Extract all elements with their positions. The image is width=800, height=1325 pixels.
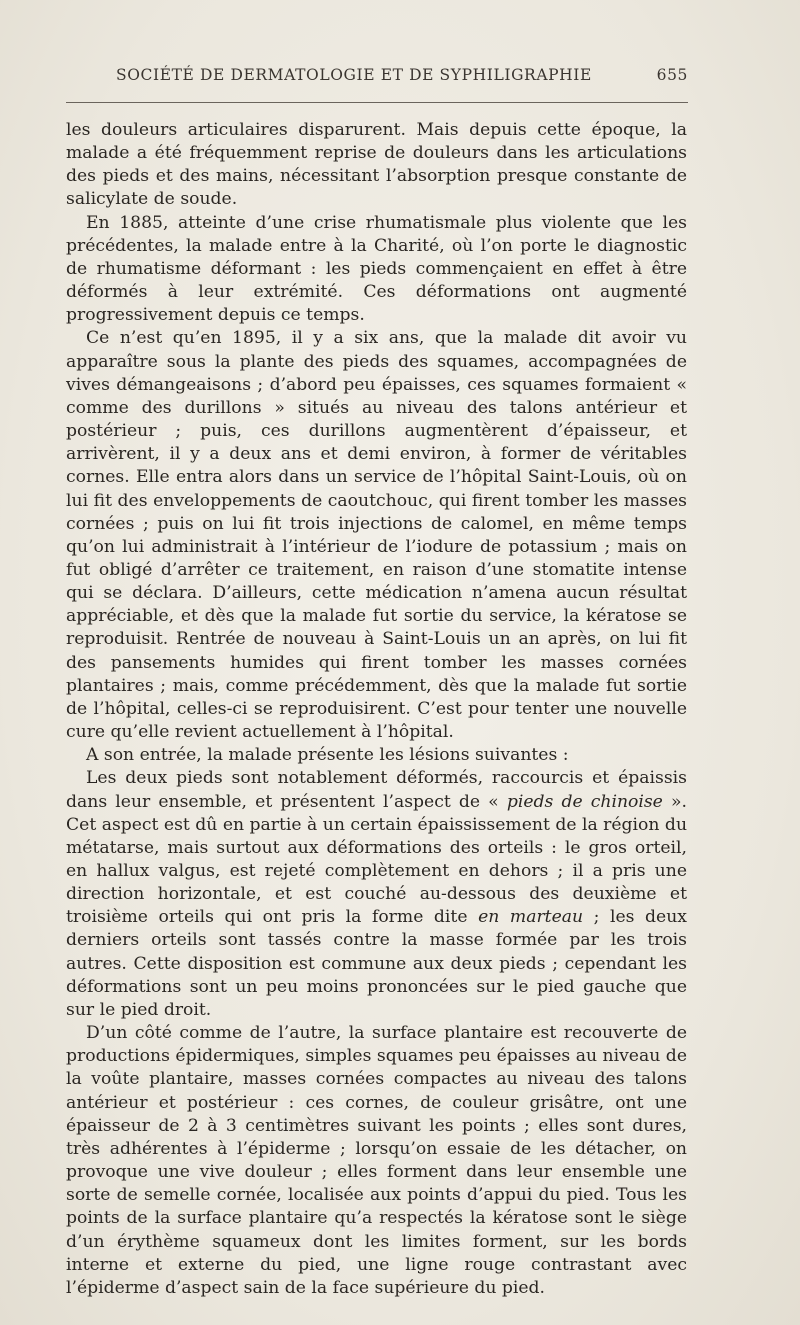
paragraph [66, 327, 687, 744]
text-segment: Les deux pieds sont notablement déformés, raccourcis et épaissis dans leur ensemble, et présentent l’aspect de « [66, 768, 687, 812]
paragraph [66, 212, 687, 328]
paragraph [66, 1022, 687, 1300]
text-segment: ; les deux derniers orteils sont tassés contre la masse formée par les trois autres. Cette disposition est commune aux deux pieds ; cependant les déformations sont un peu moins prononcées sur le pied gauche que sur le pied droit. [66, 907, 687, 1020]
paragraph [66, 744, 687, 767]
italic-term: pieds de chinoise [506, 791, 663, 812]
body-text [66, 119, 687, 1300]
text-segment: ». Cet aspect est dû en partie à un certain épaississement de la région du métatarse, mais surtout aux déformations des orteils : le gros orteil, en hallux valgus, est rejeté complètement en dehors ; il a pris une direction horizontale, et est couché au-dessous des deuxième et troisième orteils qui ont pris la forme dite [66, 791, 688, 928]
running-title: SOCIÉTÉ DE DERMATOLOGIE ET DE SYPHILIGRAPHIE [116, 66, 592, 84]
text-segment: En 1885, atteinte d’une crise rhumatismale plus violente que les précédentes, la malade entre à la Charité, où l’on porte le diagnostic de rhumatisme déformant : les pieds commençaient en effet à être déformés à leur extrémité. Ces déformations ont augmenté progressivement depuis ce temps. [66, 212, 687, 326]
text-segment: les douleurs articulaires disparurent. Mais depuis cette époque, la malade a été fréquemment reprise de douleurs dans les articulations des pieds et des mains, nécessitant l’absorption presque constante de salicylate de soude. [66, 120, 687, 210]
text-segment: A son entrée, la malade présente les lésions suivantes : [86, 745, 569, 766]
paragraph [66, 767, 687, 1022]
running-header [116, 66, 688, 84]
header-rule [66, 102, 688, 103]
text-segment: D’un côté comme de l’autre, la surface plantaire est recouverte de productions épidermiques, simples squames peu épaisses au niveau de la voûte plantaire, masses cornées compactes au niveau des talons antérieur et postérieur : ces cornes, de couleur grisâtre, ont une épaisseur de 2 à 3 centimètres suivant les points ; elles sont dures, très adhérentes à l’épiderme ; lorsqu’on essaie de les détacher, on provoque une vive douleur ; elles forment dans leur ensemble une sorte de semelle cornée, localisée aux points d’appui du pied. Tous les points de la surface plantaire qu’a respectés la kératose sont le siège d’un érythème squameux dont les limites forment, sur les bords interne et externe du pied, une ligne rouge contrastant avec l’épiderme d’aspect sain de la face supérieure du pied. [66, 1023, 687, 1298]
text-segment: Ce n’est qu’en 1895, il y a six ans, que la malade dit avoir vu apparaître sous la plante des pieds des squames, accompagnées de vives démangeaisons ; d’abord peu épaisses, ces squames formaient « comme des durillons » situés au niveau des talons antérieur et postérieur ; puis, ces durillons augmentèrent d’épaisseur, et arrivèrent, il y a deux ans et demi environ, à former de véritables cornes. Elle entra alors dans un service de l’hôpital Saint-Louis, où on lui fit des enveloppements de caoutchouc, qui firent tomber les masses cornées ; puis on lui fit trois injections de calomel, en même temps qu’on lui administrait à l’intérieur de l’iodure de potassium ; mais on fut obligé d’arrêter ce traitement, en raison d’une stomatite intense qui se déclara. D’ailleurs, cette médication n’amena aucun résultat appréciable, et dès que la malade fut sortie du service, la kératose se reproduisit. Rentrée de nouveau à Saint-Louis un an après, on lui fit des pansements humides qui firent tomber les masses cornées plantaires ; mais, comme précédemment, dès que la malade fut sortie de l’hôpital, celles-ci se reproduisirent. C’est pour tenter une nouvelle cure qu’elle revient actuellement à l’hôpital. [66, 328, 687, 743]
paragraph [66, 119, 687, 212]
page-number: 655 [656, 66, 688, 84]
italic-term: en marteau [478, 907, 584, 928]
